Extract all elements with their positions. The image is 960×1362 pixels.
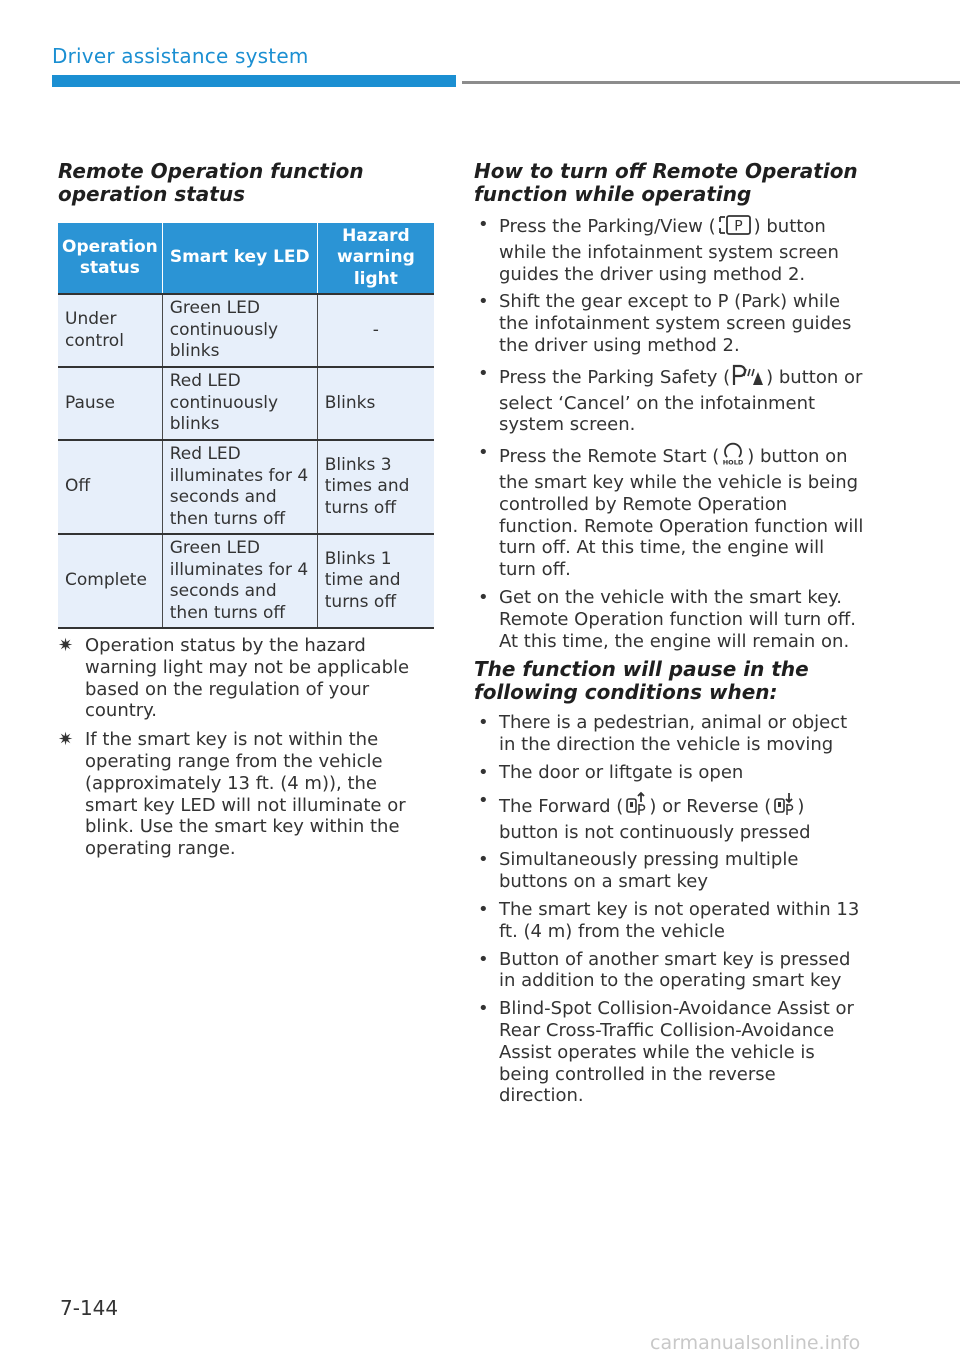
table-header-row [58,223,434,294]
list-item [474,998,864,1107]
parking-view-icon-label: P [733,218,743,235]
list-text: Shift the gear except to P (Park) while the infotainment system screen guides the driver using method 2. [499,291,852,356]
list-text: ) button is not continuously pressed [499,795,811,843]
remote-start-icon [720,442,746,472]
list-text: Blind-Spot Collision-Avoidance Assist or Rear Cross-Traffic Collision-Avoidance Assist operates while the vehicle is being controlled in the reverse direction. [499,998,854,1107]
cell-status: Pause [58,367,162,440]
cell-led: Red LED continuously blinks [162,367,317,440]
table-row [58,440,434,534]
bullet-icon: • [478,948,489,970]
asterisk-icon: ✷ [58,729,74,751]
cell-status: Complete [58,534,162,628]
table-row [58,367,434,440]
list-text: Press the Parking Safety ( [499,366,731,388]
watermark: carmanualsonline.info [650,1332,861,1354]
bullet-icon: • [478,849,489,871]
note-text: Operation status by the hazard warning light may not be applicable based on the regulation of your country. [85,635,410,722]
list-item [474,899,864,943]
parking-safety-icon [731,363,765,393]
reverse-icon [772,790,796,822]
table-row [58,294,434,367]
header-hazard-light: Hazard warning light [317,223,434,294]
bullet-icon: • [478,998,489,1020]
bullet-icon: • [478,291,489,313]
bullet-icon: • [478,362,489,384]
list-text: The Forward ( [499,795,624,817]
cell-hazard: Blinks [317,367,434,440]
list-text: Button of another smart key is pressed in addition to the operating smart key [499,948,851,992]
list-item [474,712,864,756]
notes [58,635,434,860]
cell-led: Green LED continuously blinks [162,294,317,367]
cell-status: Under control [58,294,162,367]
list-text: Simultaneously pressing multiple buttons on a smart key [499,849,799,893]
header-rule [462,81,960,84]
list-text: Press the Parking/View ( [499,216,716,237]
right-column [474,160,864,1113]
pause-list [474,712,864,1107]
bullet-icon: • [478,712,489,734]
left-column [58,160,434,867]
cell-hazard: - [317,294,434,367]
turn-off-list [474,214,864,652]
bullet-icon: • [478,789,489,811]
bullet-icon: • [478,214,489,235]
list-item [474,790,864,844]
list-item [474,291,864,356]
header-smart-key-led: Smart key LED [162,223,317,294]
list-item [474,762,864,784]
list-text: ) button while the infotainment system screen guides the driver using method 2. [499,216,839,285]
remote-start-icon-label: HOLD [722,458,744,467]
list-text: The door or liftgate is open [499,761,744,783]
parking-view-icon [717,214,753,242]
list-text: ) button on the smart key while the vehicle is being controlled by Remote Operation function. Remote Operation function will turn off. At this time, the engine will turn off. [499,446,864,581]
list-item [474,949,864,993]
cell-hazard: Blinks 1 time and turns off [317,534,434,628]
status-table [58,223,434,629]
note-item [58,729,434,860]
turn-off-heading: How to turn off Remote Operation function while operating [474,159,858,206]
list-item [474,849,864,893]
pause-heading: The function will pause in the following conditions when: [474,657,809,705]
bullet-icon: • [478,898,489,920]
note-item [58,635,434,722]
forward-icon [624,790,648,822]
bullet-icon: • [478,442,489,464]
header-operation-status: Operation status [58,223,162,294]
cell-led: Green LED illuminates for 4 seconds and then turns off [162,534,317,628]
bullet-icon: • [478,761,489,783]
cell-hazard: Blinks 3 times and turns off [317,440,434,534]
cell-status: Off [58,440,162,534]
page-number: 7-144 [60,1296,119,1320]
section-title: Driver assistance system [52,44,309,68]
list-text: ) or Reverse ( [649,795,772,817]
header-accent-bar [52,75,456,87]
list-item [474,442,864,581]
list-item [474,587,864,652]
list-text: The smart key is not operated within 13 ft. (4 m) from the vehicle [499,898,860,942]
table-row [58,534,434,628]
bullet-icon: • [478,586,489,608]
list-text: Press the Remote Start ( [499,446,720,468]
status-heading: Remote Operation function operation status [58,159,364,206]
list-text: Get on the vehicle with the smart key. Remote Operation function will turn off. At this time, the engine will remain on. [499,586,856,652]
note-text: If the smart key is not within the operating range from the vehicle (approximately 13 ft. (4 m)), the smart key LED will not illuminate or blink. Use the smart key within the operating range. [85,729,406,860]
list-item [474,214,864,285]
cell-led: Red LED illuminates for 4 seconds and then turns off [162,440,317,534]
asterisk-icon: ✷ [58,635,74,656]
list-item [474,363,864,436]
list-text: ) button or select ‘Cancel’ on the infotainment system screen. [499,366,863,436]
list-text: There is a pedestrian, animal or object in the direction the vehicle is moving [499,712,848,756]
